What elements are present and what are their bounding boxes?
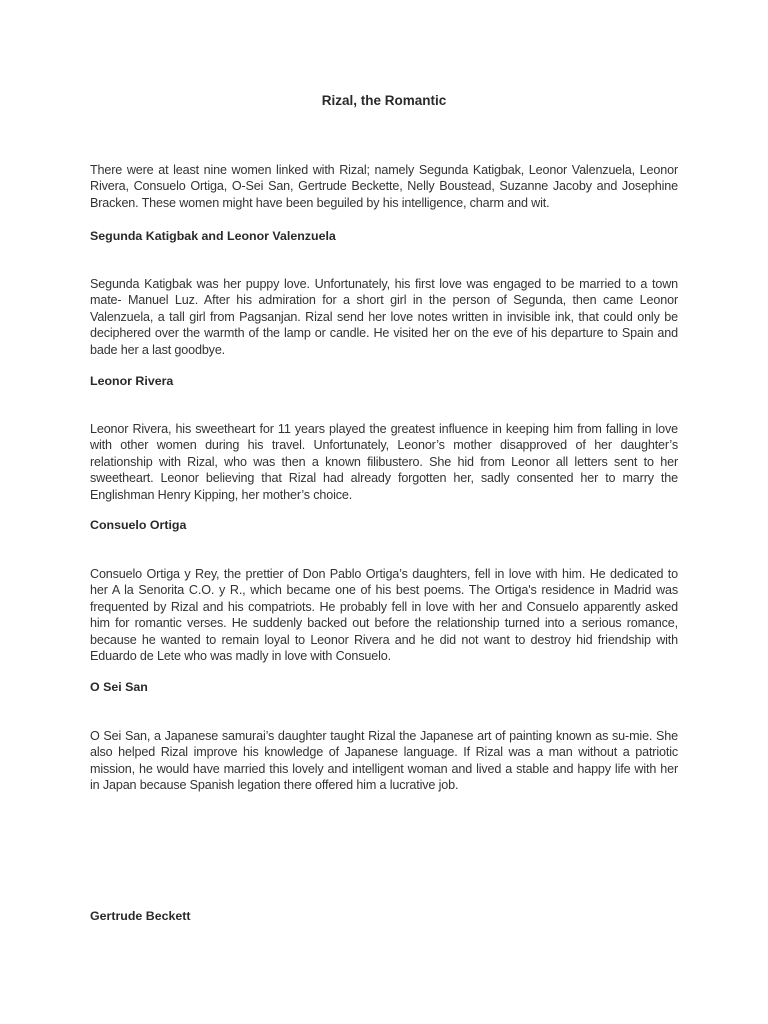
section-body-ortiga: Consuelo Ortiga y Rey, the prettier of Don Pablo Ortiga’s daughters, fell in love with him. He dedicated to her A la Senorita C.O. y R., which became one of his best poems. The Ortiga's residence in Madrid was frequented by Rizal and his compatriots. He probably fell in love with her and Consuelo apparently asked him for romantic verses. He suddenly backed out before the relationship turned into a serious romance, because he wanted to remain loyal to Leonor Rivera and he did not want to destroy hid friendship with Eduardo de Lete who was madly in love with Consuelo.: [90, 567, 678, 664]
document-title: Rizal, the Romantic: [321, 93, 447, 108]
section-heading-rivera: Leonor Rivera: [90, 374, 174, 388]
section-heading-o-sei-san: O Sei San: [90, 680, 148, 694]
intro-paragraph: There were at least nine women linked with Rizal; namely Segunda Katigbak, Leonor Valenzuela, Leonor Rivera, Consuelo Ortiga, O-Sei San, Gertrude Beckette, Nelly Boustead, Suzanne Jacoby and Josephine Bracken. These women might have been beguiled by his intelligence, charm and wit.: [90, 163, 678, 210]
section-body-katigbak-valenzuela: Segunda Katigbak was her puppy love. Unfortunately, his first love was engaged to be married to a town mate- Manuel Luz. After his admiration for a short girl in the person of Segunda, then came Leonor Valenzuela, a tall girl from Pagsanjan. Rizal send her love notes written in invisible ink, that could only be deciphered over the warmth of the lamp or candle. He visited her on the eve of his departure to Spain and bade her a last goodbye.: [90, 277, 678, 357]
section-heading-beckett: Gertrude Beckett: [90, 909, 191, 923]
section-heading-katigbak-valenzuela: Segunda Katigbak and Leonor Valenzuela: [90, 229, 336, 243]
section-body-o-sei-san: O Sei San, a Japanese samurai’s daughter taught Rizal the Japanese art of painting known as su-mie. She also helped Rizal improve his knowledge of Japanese language. If Rizal was a man without a patriotic mission, he would have married this lovely and intelligent woman and lived a stable and happy life with her in Japan because Spanish legation there offered him a lucrative job.: [90, 729, 678, 793]
section-heading-ortiga: Consuelo Ortiga: [90, 518, 187, 532]
section-body-rivera: Leonor Rivera, his sweetheart for 11 years played the greatest influence in keeping him from falling in love with other women during his travel. Unfortunately, Leonor’s mother disapproved of her daughter’s relationship with Rizal, who was then a known filibustero. She hid from Leonor all letters sent to her sweetheart. Leonor believing that Rizal had already forgotten her, sadly consented her to marry the Englishman Henry Kipping, her mother’s choice.: [90, 422, 678, 502]
